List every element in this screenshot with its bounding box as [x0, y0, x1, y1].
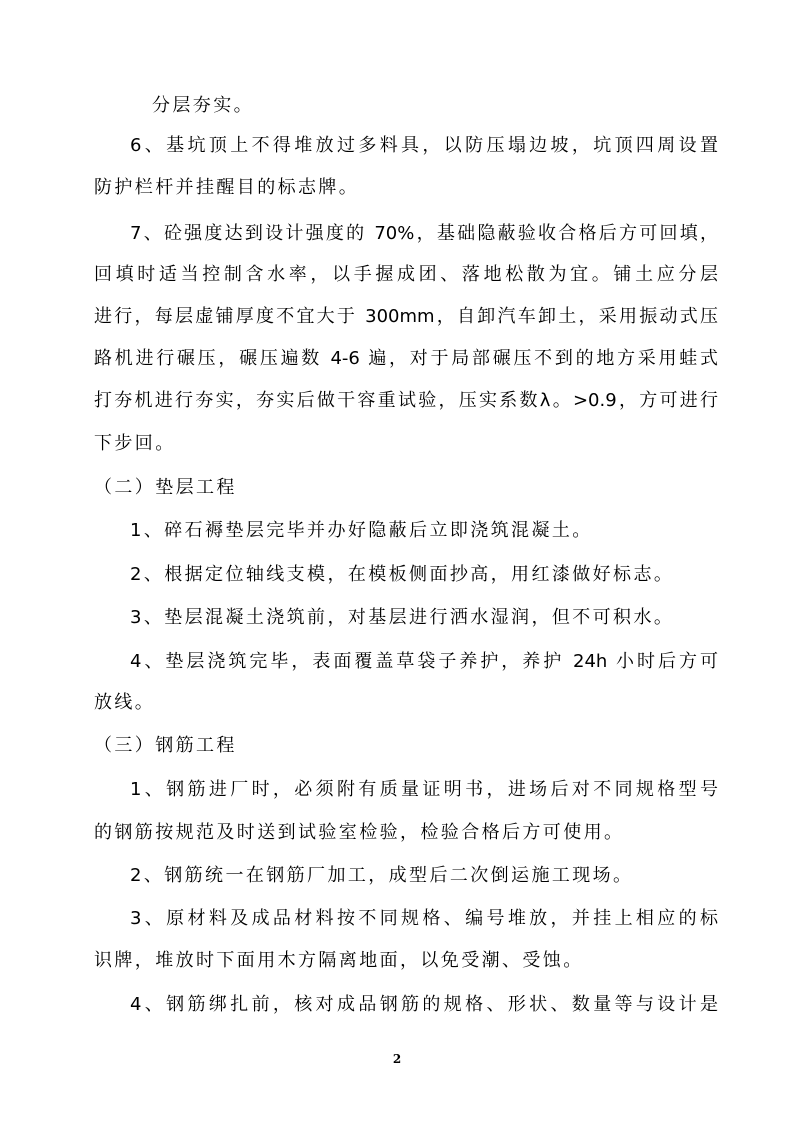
section-heading: （二）垫层工程 [94, 477, 237, 498]
paragraph-line: 防护栏杆并挂醒目的标志牌。 [94, 177, 360, 198]
paragraph-line: 4、垫层浇筑完毕，表面覆盖草袋子养护，养护 24h 小时后方可 [130, 651, 718, 672]
paragraph-line: 分层夯实。 [152, 95, 254, 116]
paragraph-line: 识牌，堆放时下面用木方隔离地面，以免受潮、受蚀。 [94, 950, 584, 971]
paragraph-line: 2、钢筋统一在钢筋厂加工，成型后二次倒运施工现场。 [130, 865, 634, 886]
paragraph-line: 回填时适当控制含水率，以手握成团、落地松散为宜。铺土应分层 [94, 264, 718, 285]
paragraph-line: 4、钢筋绑扎前，核对成品钢筋的规格、形状、数量等与设计是 [130, 994, 718, 1015]
section-heading: （三）钢筋工程 [94, 735, 237, 756]
page-number: 2 [392, 1052, 402, 1066]
paragraph-line: 1、钢筋进厂时，必须附有质量证明书，进场后对不同规格型号 [130, 779, 718, 800]
paragraph-line: 放线。 [94, 692, 156, 713]
paragraph-line: 7、砼强度达到设计强度的 70%，基础隐蔽验收合格后方可回填， [130, 223, 718, 244]
paragraph-line: 打夯机进行夯实，夯实后做干容重试验，压实系数λ。>0.9，方可进行 [94, 390, 718, 411]
paragraph-line: 3、垫层混凝土浇筑前，对基层进行洒水湿润，但不可积水。 [130, 607, 675, 628]
paragraph-line: 路机进行碾压，碾压遍数 4-6 遍，对于局部碾压不到的地方采用蛙式 [94, 348, 718, 369]
paragraph-line: 进行，每层虚铺厚度不宜大于 300mm，自卸汽车卸土，采用振动式压 [94, 306, 718, 327]
paragraph-line: 1、碎石褥垫层完毕并办好隐蔽后立即浇筑混凝土。 [130, 520, 593, 541]
paragraph-line: 的钢筋按规范及时送到试验室检验，检验合格后方可使用。 [94, 822, 625, 843]
paragraph-line: 3、原材料及成品材料按不同规格、编号堆放，并挂上相应的标 [130, 908, 718, 929]
paragraph-line: 6、基坑顶上不得堆放过多料具，以防压塌边坡，坑顶四周设置 [130, 135, 718, 156]
paragraph-line: 下步回。 [94, 433, 176, 454]
paragraph-line: 2、根据定位轴线支模，在模板侧面抄高，用红漆做好标志。 [130, 564, 675, 585]
